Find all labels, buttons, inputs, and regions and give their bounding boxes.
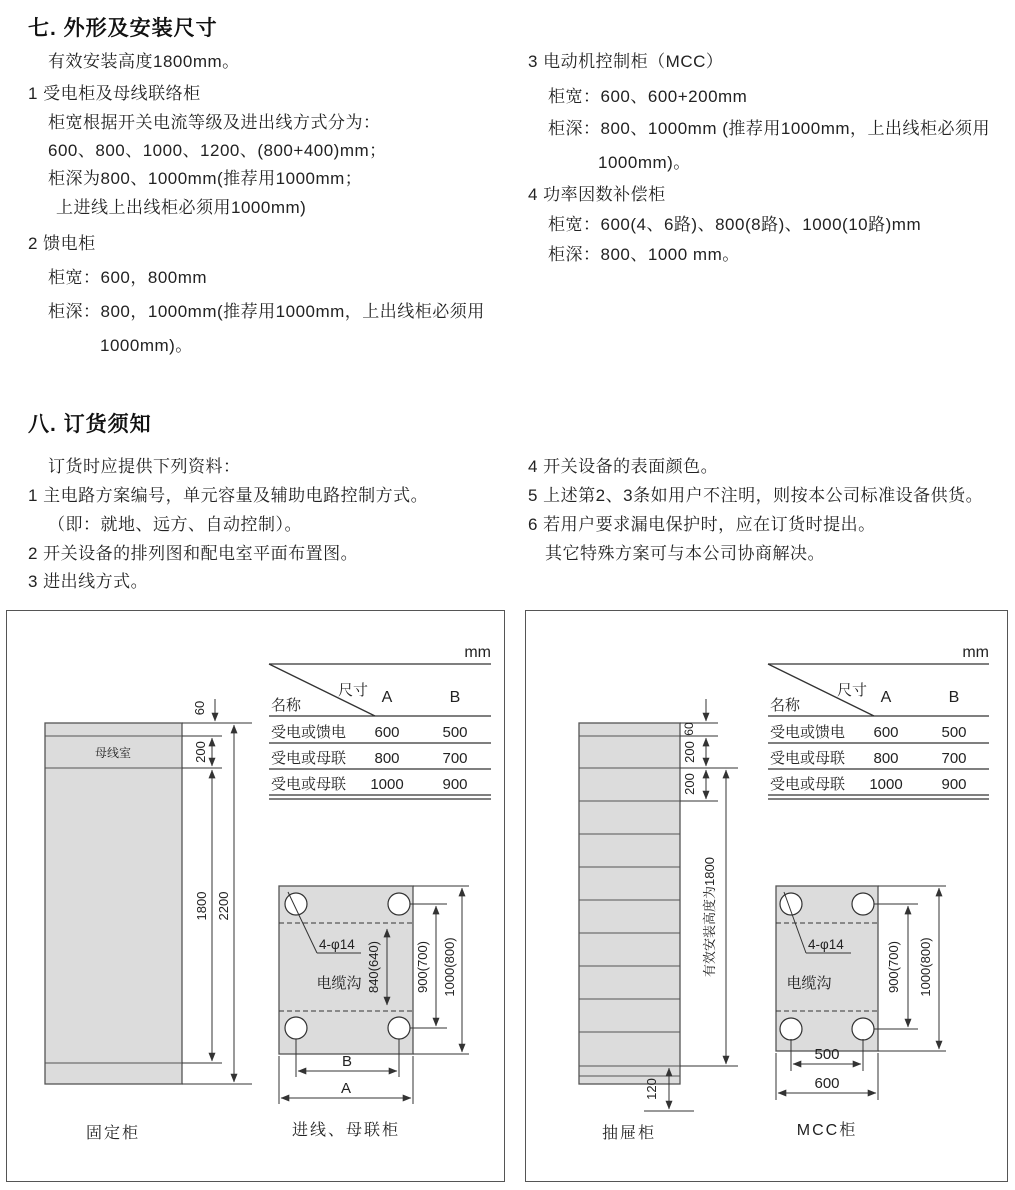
- text-line: 600、800、1000、1200、(800+400)mm；: [48, 141, 387, 160]
- dim-60: 60: [682, 722, 696, 736]
- cable-trench-label: 电缆沟: [786, 975, 832, 992]
- table-row: [271, 723, 468, 741]
- col-b-header: B: [948, 689, 960, 706]
- svg-text:900: 900: [442, 776, 468, 793]
- svg-text:受电或母联: 受电或母联: [770, 776, 846, 793]
- drawer-cabinet-drawing: [579, 723, 680, 1084]
- text-line: 柜宽根据开关电流等级及进出线方式分为：: [48, 113, 381, 132]
- svg-text:受电或母联: 受电或母联: [271, 776, 347, 793]
- dim-500: 500: [814, 1046, 840, 1063]
- text-line: 1000mm)。: [100, 336, 193, 355]
- busbar-room-label: 母线室: [94, 746, 132, 760]
- text-line: 1 受电柜及母线联络柜: [28, 84, 201, 103]
- dim-60: 60: [192, 700, 207, 716]
- mounting-hole: [285, 1017, 307, 1039]
- text-line: 柜宽：600、600+200mm: [548, 87, 748, 106]
- svg-text:受电或馈电: 受电或馈电: [271, 724, 347, 741]
- table-corner-name: 名称: [271, 697, 302, 714]
- unit-label: mm: [962, 644, 989, 661]
- svg-text:800: 800: [873, 750, 899, 767]
- svg-text:900: 900: [941, 776, 967, 793]
- col-b-header: B: [449, 689, 461, 706]
- text-line: 6 若用户要求漏电保护时，应在订货时提出。: [528, 515, 876, 534]
- text-line: 有效安装高度1800mm。: [48, 52, 240, 71]
- dim-1000-800: 1000(800): [918, 937, 933, 997]
- mounting-hole: [388, 893, 410, 915]
- svg-text:受电或母联: 受电或母联: [770, 750, 846, 767]
- table-corner-dim: 尺寸: [836, 682, 868, 699]
- svg-text:500: 500: [941, 724, 967, 741]
- text-line: （即：就地、远方、自动控制）。: [48, 515, 302, 534]
- table-row: [770, 723, 967, 741]
- dim-1800: 1800: [194, 891, 209, 921]
- svg-text:受电或母联: 受电或母联: [271, 750, 347, 767]
- col-a-header: A: [880, 689, 892, 706]
- text-line: 5 上述第2、3条如用户不注明，则按本公司标准设备供货。: [528, 486, 984, 505]
- mounting-hole: [780, 1018, 802, 1040]
- fixed-cabinet-drawing: [45, 723, 182, 1084]
- dim-1000-800: 1000(800): [442, 937, 457, 997]
- dim-200-a: 200: [682, 741, 697, 763]
- dim-120: 120: [644, 1078, 659, 1100]
- svg-text:700: 700: [941, 750, 967, 767]
- section8-heading: 八. 订货须知: [28, 413, 152, 436]
- text-line: 3 电动机控制柜（MCC）: [528, 52, 724, 71]
- mounting-hole: [852, 893, 874, 915]
- cable-trench-label: 电缆沟: [316, 975, 362, 992]
- dim-B: B: [341, 1053, 353, 1070]
- left-diagram-svg: [7, 611, 504, 1181]
- text-line: 订货时应提供下列资料：: [48, 457, 241, 476]
- text-line: 3 进出线方式。: [28, 572, 149, 591]
- dim-900-700: 900(700): [886, 940, 901, 994]
- section7-heading: 七. 外形及安装尺寸: [28, 17, 218, 40]
- text-line: 柜宽：600(4、6路)、800(8路)、1000(10路)mm: [548, 215, 922, 234]
- text-line: 柜宽：600，800mm: [48, 268, 208, 287]
- text-line: 4 开关设备的表面颜色。: [528, 457, 719, 476]
- footprint-plan: [776, 886, 878, 1051]
- dim-600: 600: [814, 1075, 840, 1092]
- mounting-hole: [388, 1017, 410, 1039]
- svg-text:受电或馈电: 受电或馈电: [770, 724, 846, 741]
- effective-height-label: 有效安装高度为1800: [702, 857, 717, 977]
- text-line: 4 功率因数补偿柜: [528, 185, 666, 204]
- right-diagram-svg: [526, 611, 1007, 1181]
- table-row: [271, 749, 468, 767]
- drawer-cabinet-caption: 抽屉柜: [601, 1125, 657, 1142]
- unit-label: mm: [464, 644, 491, 661]
- svg-text:1000: 1000: [869, 776, 903, 793]
- mounting-hole: [285, 893, 307, 915]
- table-row: [770, 749, 967, 767]
- text-line: 1 主电路方案编号，单元容量及辅助电路控制方式。: [28, 486, 429, 505]
- svg-text:700: 700: [442, 750, 468, 767]
- table-corner-name: 名称: [770, 697, 801, 714]
- text-line: 柜深：800、1000 mm。: [548, 245, 740, 264]
- text-line: 柜深：800、1000mm (推荐用1000mm，上出线柜必须用: [548, 119, 991, 138]
- holes-label: 4-φ14: [808, 937, 844, 952]
- svg-text:600: 600: [374, 724, 400, 741]
- footprint-plan: [279, 886, 413, 1054]
- text-line: 柜深为800、1000mm(推荐用1000mm；: [48, 169, 363, 188]
- text-line: 上进线上出线柜必须用1000mm): [56, 198, 307, 217]
- svg-text:800: 800: [374, 750, 400, 767]
- text-line: 2 开关设备的排列图和配电室平面布置图。: [28, 544, 359, 563]
- dim-840-640: 840(640): [366, 940, 381, 994]
- text-line: 柜深：800，1000mm(推荐用1000mm，上出线柜必须用: [48, 302, 485, 321]
- table-row: [271, 775, 468, 793]
- text-line: 1000mm)。: [598, 153, 691, 172]
- text-line: 其它特殊方案可与本公司协商解决。: [545, 544, 825, 563]
- holes-label: 4-φ14: [319, 937, 355, 952]
- mounting-hole: [852, 1018, 874, 1040]
- text-line: 2 馈电柜: [28, 234, 96, 253]
- table-corner-dim: 尺寸: [337, 682, 369, 699]
- dim-A: A: [340, 1080, 352, 1097]
- left-diagram-panel: [6, 610, 505, 1182]
- svg-text:600: 600: [873, 724, 899, 741]
- dim-2200: 2200: [216, 891, 231, 921]
- fixed-cabinet-caption: 固定柜: [85, 1125, 141, 1142]
- table-row: [770, 775, 967, 793]
- col-a-header: A: [381, 689, 393, 706]
- svg-text:500: 500: [442, 724, 468, 741]
- right-diagram-panel: [525, 610, 1008, 1182]
- incoming-bus-caption: 进线、母联柜: [291, 1122, 401, 1139]
- dim-900-700: 900(700): [415, 940, 430, 994]
- dim-200-b: 200: [682, 773, 697, 795]
- mcc-cabinet-caption: MCC柜: [796, 1122, 858, 1139]
- dim-200: 200: [193, 741, 208, 763]
- svg-text:1000: 1000: [370, 776, 404, 793]
